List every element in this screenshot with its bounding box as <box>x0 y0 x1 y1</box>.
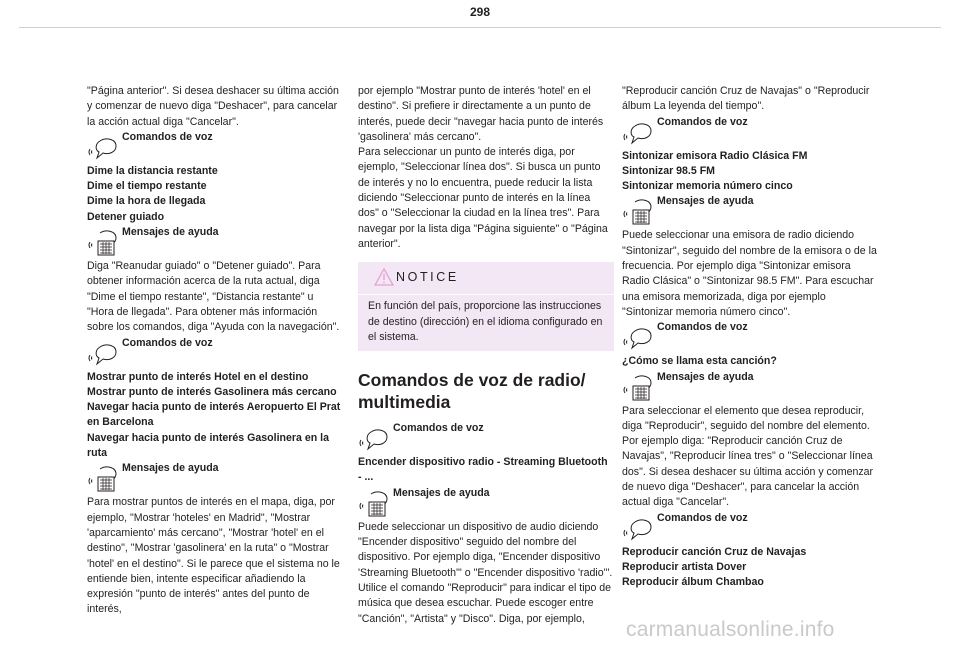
paragraph: Puede seleccionar una emisora de radio diciendo "Sintonizar", seguido del nombre de la emisora o de la frecuencia. Por ejemplo diga "Sintonizar emisora Radio Clásica" o "Sintonizar 98.5 FM". Para escuchar una emisora memorizada, diga por ejemplo "Sintonizar memoria número cinco". <box>622 229 877 318</box>
command-line: Sintonizar 98.5 FM <box>622 164 716 177</box>
voice-command-icon <box>622 117 655 147</box>
notice-box <box>358 262 614 351</box>
page-number: 298 <box>469 5 491 19</box>
command-line: Navegar hacia punto de interés Aeropuerto El Prat en Barcelona <box>87 401 341 429</box>
paragraph: Diga "Reanudar guiado" o "Detener guiado". Para obtener información acerca de la ruta actual, diga "Dime el tiempo restante", "Distancia restante" u "Hora de llegada". Para obtener más información sobre los comandos, diga "Ayuda con la navegación". <box>87 260 340 334</box>
command-line: Mostrar punto de interés Gasolinera más cercano <box>87 385 337 398</box>
command-line: Dime la distancia restante <box>87 164 218 177</box>
command-line: Reproducir álbum Chambao <box>622 576 764 589</box>
paragraph: "Reproducir canción Cruz de Navajas" o "Reproducir álbum La leyenda del tiempo". <box>622 85 870 113</box>
voice-commands-label: Comandos de voz <box>122 336 213 349</box>
command-line: Sintonizar emisora Radio Clásica FM <box>622 149 808 162</box>
command-line: Dime la hora de llegada <box>87 195 206 208</box>
help-messages-label: Mensajes de ayuda <box>122 462 219 475</box>
notice-text: En función del país, proporcione las instrucciones de destino (dirección) en el idioma configurado en el sistema. <box>368 300 603 343</box>
command-line: Sintonizar memoria número cinco <box>622 180 793 193</box>
help-message-icon <box>358 488 391 518</box>
command-line: Navegar hacia punto de interés Gasolinera en la ruta <box>87 431 329 460</box>
help-messages-label: Mensajes de ayuda <box>393 486 490 499</box>
paragraph: por ejemplo "Mostrar punto de interés 'hotel' en el destino". Si prefiere ir directamente a un punto de interés, puede decir "navegar hacia punto de interés 'gasolinera' más cercano". <box>358 85 604 143</box>
help-message-icon <box>622 196 655 226</box>
command-line: Dime el tiempo restante <box>87 180 207 193</box>
paragraph: Para mostrar puntos de interés en el mapa, diga, por ejemplo, "Mostrar 'hoteles' en Madrid", "Mostrar 'aparcamiento' más cercano", "Mostrar 'hotel' en el destino", "Mostrar 'gasolinera' en la ruta" o "Mostrar 'hotel' en el destino". Si le parece que el sistema no le entiende bien, intente especificar añadiendo la expresión "punto de interés" antes del punto de interés, <box>87 496 340 616</box>
command-line: Detener guiado <box>87 210 165 223</box>
command-line: ¿Cómo se llama esta canción? <box>622 355 777 368</box>
column-3 <box>622 84 878 591</box>
voice-command-icon <box>622 322 655 352</box>
notice-header <box>358 262 614 295</box>
voice-commands-label: Comandos de voz <box>657 511 748 524</box>
voice-commands-cue <box>358 421 614 455</box>
section-title: Comandos de voz de radio/ multimedia <box>358 370 586 413</box>
column-2 <box>358 84 614 627</box>
paragraph: Para seleccionar el elemento que desea reproducir, diga "Reproducir", seguido del nombre del elemento. Por ejemplo diga: "Reproducir canción Cruz de Navajas", "Reproducir línea tres" o "Seleccionar línea dos". Si desea deshacer su última acción y comenzar de nuevo diga "Deshacer", para cancelar la acción actual diga "Cancelar". <box>622 404 874 509</box>
column-1 <box>87 84 343 618</box>
paragraph: Para seleccionar un punto de interés diga, por ejemplo, "Seleccionar línea dos". Si busca un punto de interés y no lo encuentra, puede reducir la lista diciendo "Seleccionar punto de interés en la línea dos" o "Seleccionar la ciudad en la línea tres". Para navegar por la lista diga "Página siguiente" o "Página anterior". <box>358 146 608 250</box>
help-message-icon <box>622 372 655 402</box>
voice-commands-cue <box>622 115 878 149</box>
paragraph: Puede seleccionar un dispositivo de audio diciendo "Encender dispositivo" seguido del nombre del dispositivo. Por ejemplo diga, "Encender dispositivo 'Streaming Bluetooth'" o "Encender dispositivo 'radio'". Utilice el comando "Reproducir" para indicar el tipo de música que desea escuchar. Puede escoger entre "Canción", "Artista" y "Disco". Diga, por ejemplo, <box>358 520 613 625</box>
voice-commands-label: Comandos de voz <box>657 321 748 334</box>
watermark: carmanualsonline.info <box>626 618 835 641</box>
voice-command-icon <box>358 423 391 453</box>
command-line: Mostrar punto de interés Hotel en el destino <box>87 370 309 383</box>
help-messages-label: Mensajes de ayuda <box>657 195 754 208</box>
help-messages-cue <box>87 225 343 259</box>
voice-commands-cue <box>622 511 878 545</box>
paragraph: "Página anterior". Si desea deshacer su última acción y comenzar de nuevo diga "Deshacer", para cancelar la acción actual diga "Cancelar". <box>87 85 339 128</box>
voice-command-icon <box>87 338 120 368</box>
voice-commands-label: Comandos de voz <box>657 115 748 128</box>
notice-title: NOTICE <box>396 270 459 285</box>
command-line: Reproducir artista Dover <box>622 560 747 573</box>
command-line: Encender dispositivo radio - Streaming Bluetooth - ... <box>358 456 608 484</box>
voice-command-icon <box>87 132 120 162</box>
voice-commands-cue <box>87 130 343 164</box>
header-divider <box>19 27 941 28</box>
voice-commands-cue <box>87 336 343 370</box>
help-messages-label: Mensajes de ayuda <box>122 226 219 239</box>
help-messages-label: Mensajes de ayuda <box>657 370 754 383</box>
help-messages-cue <box>358 486 614 520</box>
help-messages-cue <box>622 370 878 404</box>
help-message-icon <box>87 227 120 257</box>
command-line: Reproducir canción Cruz de Navajas <box>622 545 807 558</box>
help-message-icon <box>87 463 120 493</box>
voice-commands-label: Comandos de voz <box>393 422 484 435</box>
voice-command-icon <box>622 513 655 543</box>
voice-commands-label: Comandos de voz <box>122 130 213 143</box>
help-messages-cue <box>622 194 878 228</box>
help-messages-cue <box>87 461 343 495</box>
voice-commands-cue <box>622 320 878 354</box>
warning-triangle-icon <box>374 268 394 291</box>
